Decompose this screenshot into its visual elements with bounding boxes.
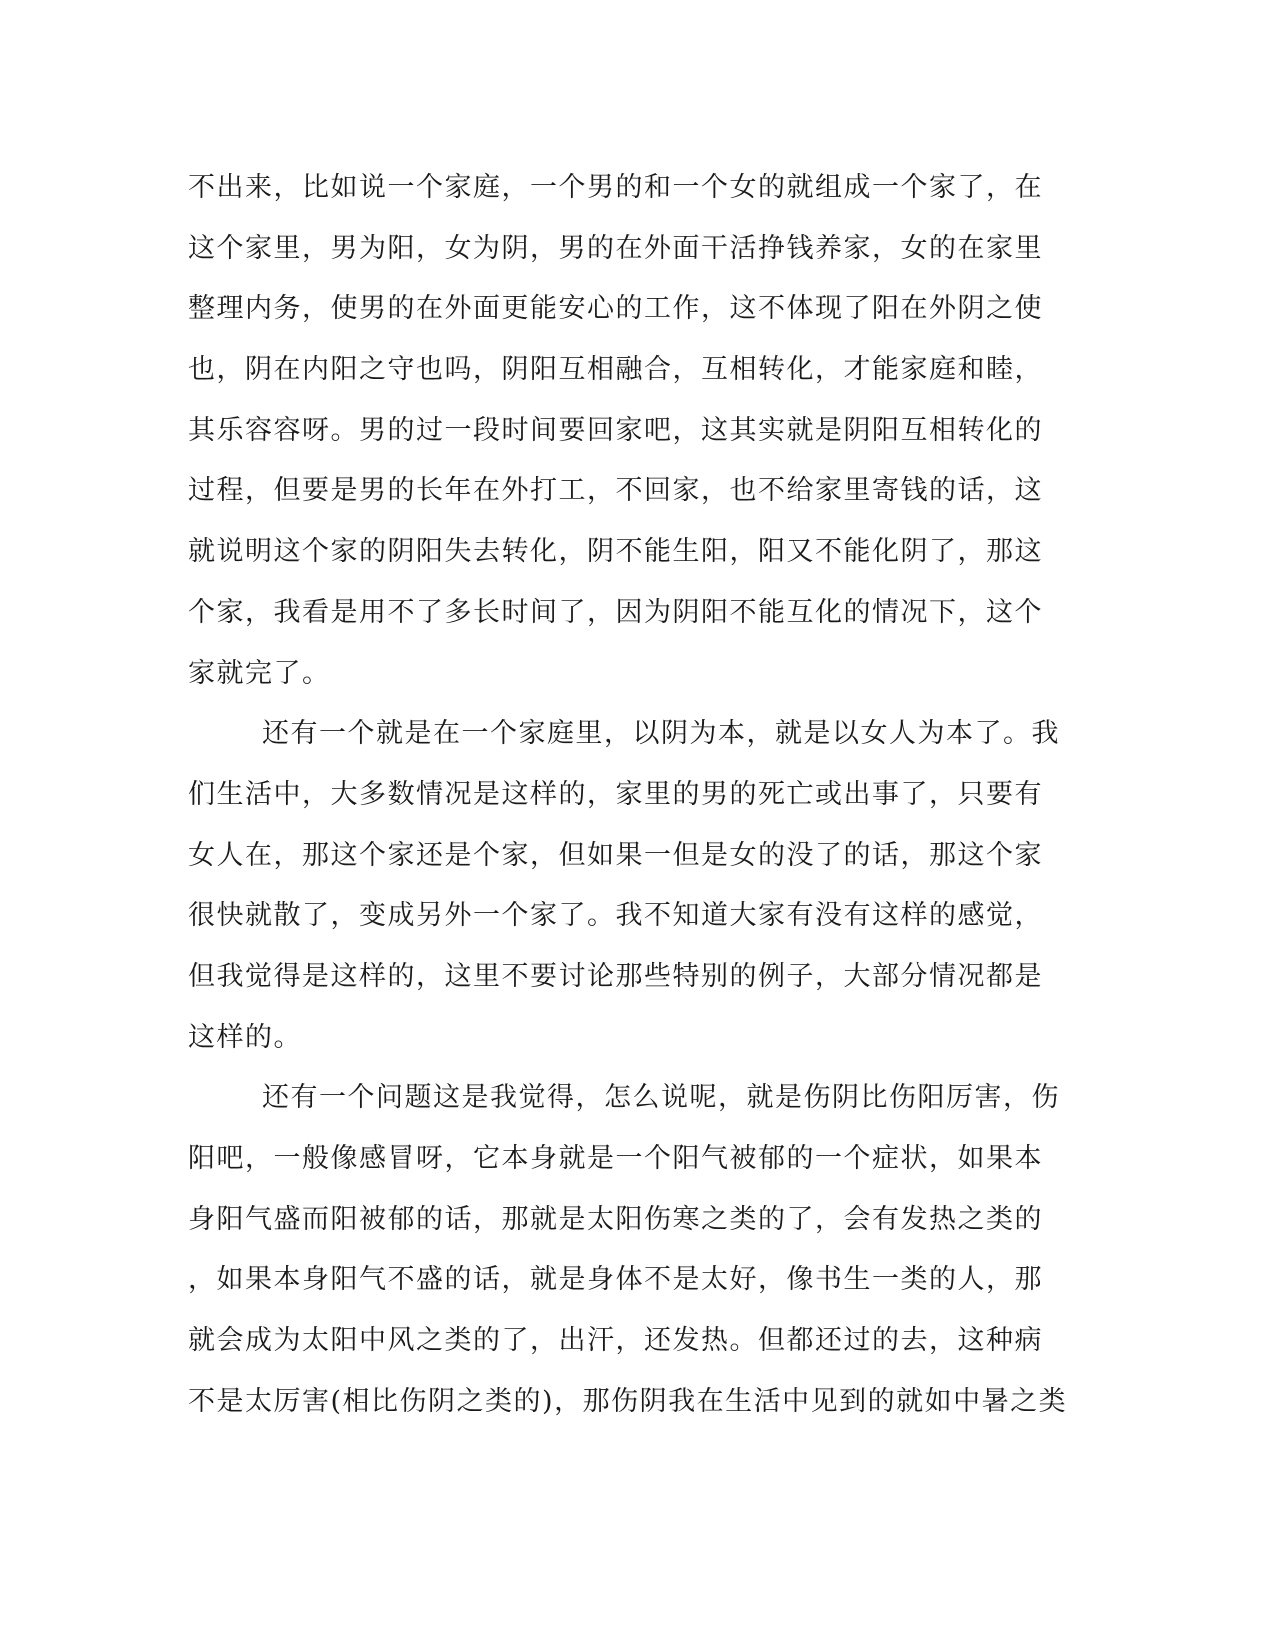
text-line: 还有一个问题这是我觉得，怎么说呢，就是伤阴比伤阳厉害，伤 xyxy=(262,1082,1060,1114)
text-line: 整理内务，使男的在外面更能安心的工作，这不体现了阳在外阴之使 xyxy=(188,293,1043,325)
paragraph-3 xyxy=(188,1068,1078,1432)
text-line: 家就完了。 xyxy=(188,657,331,689)
text-line: 但我觉得是这样的，这里不要讨论那些特别的例子，大部分情况都是 xyxy=(188,960,1043,992)
text-line: 女人在，那这个家还是个家，但如果一但是女的没了的话，那这个家 xyxy=(188,839,1043,871)
text-line: 还有一个就是在一个家庭里，以阴为本，就是以女人为本了。我 xyxy=(262,718,1060,750)
text-line: 不出来，比如说一个家庭，一个男的和一个女的就组成一个家了，在 xyxy=(188,172,1043,203)
paragraph-2 xyxy=(188,704,1078,1068)
text-line: 身阳气盛而阳被郁的话，那就是太阳伤寒之类的了，会有发热之类的 xyxy=(188,1203,1043,1235)
text-line: 这个家里，男为阳，女为阴，男的在外面干活挣钱养家，女的在家里 xyxy=(188,232,1043,264)
text-line: 就说明这个家的阴阳失去转化，阴不能生阳，阳又不能化阴了，那这 xyxy=(188,536,1043,568)
text-line: 阳吧，一般像感冒呀，它本身就是一个阳气被郁的一个症状，如果本 xyxy=(188,1143,1043,1174)
text-line: 这样的。 xyxy=(188,1021,302,1053)
text-line: 其乐容容呀。男的过一段时间要回家吧，这其实就是阴阳互相转化的 xyxy=(188,414,1043,446)
text-line: 们生活中，大多数情况是这样的，家里的男的死亡或出事了，只要有 xyxy=(188,778,1043,810)
text-line: ，如果本身阳气不盛的话，就是身体不是太好，像书生一类的人，那 xyxy=(188,1264,1043,1296)
text-line: 过程，但要是男的长年在外打工，不回家，也不给家里寄钱的话，这 xyxy=(188,475,1043,507)
text-line: 很快就散了，变成另外一个家了。我不知道大家有没有这样的感觉， xyxy=(188,900,1043,932)
paragraph-1 xyxy=(188,158,1078,704)
text-line: 个家，我看是用不了多长时间了，因为阴阳不能互化的情况下，这个 xyxy=(188,596,1043,628)
text-line: 就会成为太阳中风之类的了，出汗，还发热。但都还过的去，这种病 xyxy=(188,1325,1043,1357)
text-line: 不是太厉害(相比伤阴之类的)，那伤阴我在生活中见到的就如中暑之类 xyxy=(188,1385,1068,1417)
document-body xyxy=(188,158,1078,1432)
text-line: 也，阴在内阳之守也吗，阴阳互相融合，互相转化，才能家庭和睦， xyxy=(188,354,1043,386)
